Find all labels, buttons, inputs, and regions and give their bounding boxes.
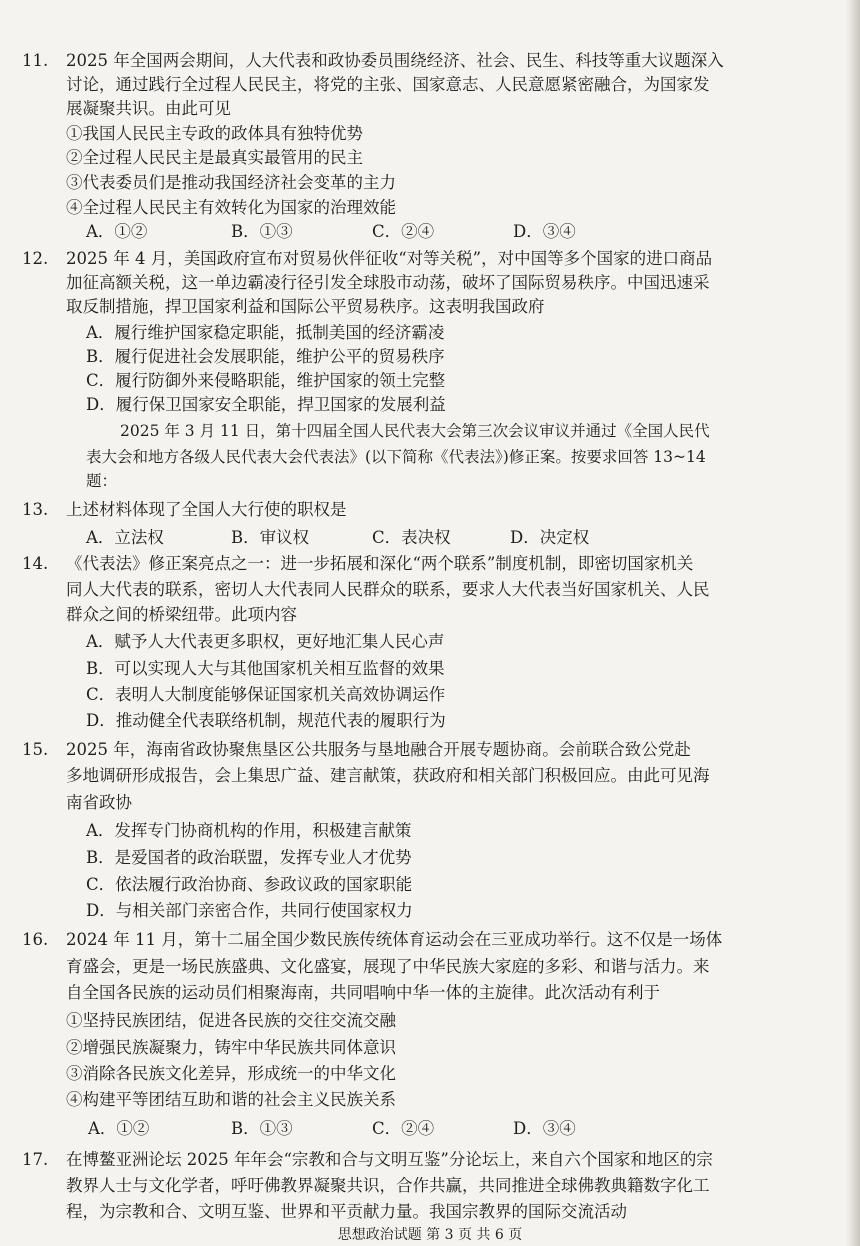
option-a[interactable]: A．赋予人大代表更多职权，更好地汇集人民心声 bbox=[86, 632, 445, 651]
option-b[interactable]: B．审议权 bbox=[231, 528, 310, 547]
statement: ②全过程人民民主是最真实最管用的民主 bbox=[66, 148, 363, 167]
stem-line: 加征高额关税，这一单边霸凌行径引发全球股市动荡，破坏了国际贸易秩序。中国迅速采 bbox=[66, 273, 710, 292]
stem-line: 《代表法》修正案亮点之一：进一步拓展和深化“两个联系”制度机制，即密切国家机关 bbox=[66, 554, 694, 573]
intro-line: 表大会和地方各级人民代表大会代表法》(以下简称《代表法》)修正案。按要求回答 13~14 bbox=[86, 448, 706, 466]
question-number: 14. bbox=[22, 554, 49, 573]
option-c[interactable]: C．表决权 bbox=[372, 528, 451, 547]
stem-line: 2025 年全国两会期间，人大代表和政协委员围绕经济、社会、民生、科技等重大议题深入 bbox=[66, 51, 724, 70]
stem-line: 上述材料体现了全国人大行使的职权是 bbox=[66, 500, 347, 519]
option-c[interactable]: C．②④ bbox=[372, 1119, 435, 1138]
stem-line: 讨论，通过践行全过程人民民主，将党的主张、国家意志、人民意愿紧密融合，为国家发 bbox=[66, 75, 710, 94]
option-d[interactable]: D．与相关部门亲密合作，共同行使国家权力 bbox=[86, 901, 413, 920]
stem-line: 南省政协 bbox=[66, 793, 132, 812]
stem-line: 展凝聚共识。由此可见 bbox=[66, 99, 231, 118]
option-a[interactable]: A．立法权 bbox=[86, 528, 164, 547]
stem-line: 取反制措施，捍卫国家利益和国际公平贸易秩序。这表明我国政府 bbox=[66, 297, 545, 316]
stem-line: 2024 年 11 月，第十二届全国少数民族传统体育运动会在三亚成功举行。这不仅是一场体 bbox=[66, 930, 723, 949]
statement: ①我国人民民主专政的政体具有独特优势 bbox=[66, 124, 363, 143]
option-c[interactable]: C．履行防御外来侵略职能，维护国家的领土完整 bbox=[86, 371, 446, 390]
option-b[interactable]: B．①③ bbox=[231, 222, 293, 241]
page-edge-shadow bbox=[846, 0, 860, 1246]
option-a[interactable]: A．①② bbox=[86, 222, 148, 241]
statement: ④构建平等团结互助和谐的社会主义民族关系 bbox=[66, 1090, 396, 1109]
option-b[interactable]: B．是爱国者的政治联盟，发挥专业人才优势 bbox=[86, 848, 412, 867]
statement: ④全过程人民民主有效转化为国家的治理效能 bbox=[66, 198, 396, 217]
question-number: 12. bbox=[22, 249, 49, 268]
question-number: 15. bbox=[22, 740, 49, 759]
stem-line: 程，为宗教和合、文明互鉴、世界和平贡献力量。我国宗教界的国际交流活动 bbox=[66, 1202, 627, 1221]
question-number: 17. bbox=[22, 1150, 49, 1169]
option-d[interactable]: D．③④ bbox=[513, 1119, 576, 1138]
option-b[interactable]: B．可以实现人大与其他国家机关相互监督的效果 bbox=[86, 659, 445, 678]
statement: ③消除各民族文化差异，形成统一的中华文化 bbox=[66, 1064, 396, 1083]
option-a[interactable]: A．发挥专门协商机构的作用，积极建言献策 bbox=[86, 821, 412, 840]
stem-line: 教界人士与文化学者，呼吁佛教界凝聚共识，合作共赢，共同推进全球佛教典籍数字化工 bbox=[66, 1176, 710, 1195]
option-a[interactable]: A．①② bbox=[88, 1119, 150, 1138]
option-d[interactable]: D．③④ bbox=[513, 222, 576, 241]
stem-line: 自全国各民族的运动员们相聚海南，共同唱响中华一体的主旋律。此次活动有利于 bbox=[66, 983, 660, 1002]
statement: ②增强民族凝聚力，铸牢中华民族共同体意识 bbox=[66, 1038, 396, 1057]
option-d[interactable]: D．履行保卫国家安全职能，捍卫国家的发展利益 bbox=[86, 395, 446, 414]
stem-line: 2025 年，海南省政协聚焦垦区公共服务与垦地融合开展专题协商。会前联合致公党赴 bbox=[66, 740, 691, 759]
stem-line: 多地调研形成报告，会上集思广益、建言献策，获政府和相关部门积极回应。由此可见海 bbox=[66, 766, 710, 785]
stem-line: 在博鳌亚洲论坛 2025 年年会“宗教和合与文明互鉴”分论坛上，来自六个国家和地区的宗 bbox=[66, 1150, 713, 1169]
option-c[interactable]: C．表明人大制度能够保证国家机关高效协调运作 bbox=[86, 685, 446, 704]
question-number: 16. bbox=[22, 930, 49, 949]
option-c[interactable]: C．②④ bbox=[372, 222, 435, 241]
stem-line: 同人大代表的联系，密切人大代表同人民群众的联系，要求人大代表当好国家机关、人民 bbox=[66, 580, 710, 599]
question-number: 13. bbox=[22, 500, 49, 519]
statement: ③代表委员们是推动我国经济社会变革的主力 bbox=[66, 173, 396, 192]
intro-line: 题： bbox=[86, 472, 118, 490]
intro-line: 2025 年 3 月 11 日，第十四届全国人民代表大会第三次会议审议并通过《全国人民代 bbox=[120, 422, 710, 440]
option-b[interactable]: B．履行促进社会发展职能，维护公平的贸易秩序 bbox=[86, 347, 445, 366]
option-a[interactable]: A．履行维护国家稳定职能，抵制美国的经济霸凌 bbox=[86, 323, 445, 342]
stem-line: 育盛会，更是一场民族盛典、文化盛宴，展现了中华民族大家庭的多彩、和谐与活力。来 bbox=[66, 957, 710, 976]
page-footer: 思想政治试题 第 3 页 共 6 页 bbox=[337, 1227, 523, 1243]
option-d[interactable]: D．推动健全代表联络机制，规范代表的履职行为 bbox=[86, 711, 446, 730]
stem-line: 群众之间的桥梁纽带。此项内容 bbox=[66, 605, 297, 624]
option-c[interactable]: C．依法履行政治协商、参政议政的国家职能 bbox=[86, 875, 413, 894]
stem-line: 2025 年 4 月，美国政府宣布对贸易伙伴征收“对等关税”，对中国等多个国家的进口商品 bbox=[66, 249, 713, 268]
option-d[interactable]: D．决定权 bbox=[510, 528, 590, 547]
question-number: 11. bbox=[22, 51, 49, 70]
option-b[interactable]: B．①③ bbox=[231, 1119, 293, 1138]
statement: ①坚持民族团结，促进各民族的交往交流交融 bbox=[66, 1011, 396, 1030]
